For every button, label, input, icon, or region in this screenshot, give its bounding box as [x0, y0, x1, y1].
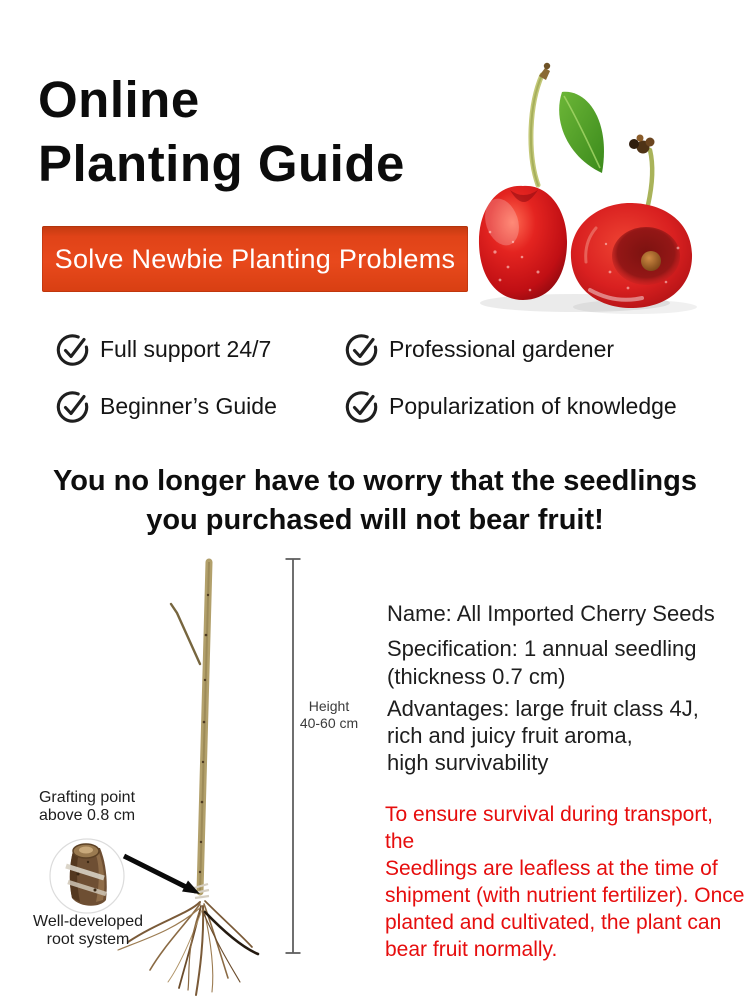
grafting-point-label [16, 789, 158, 824]
subtitle-banner-label: Solve Newbie Planting Problems [54, 243, 456, 274]
note-line-5: bear fruit normally. [385, 938, 558, 961]
feature-item-professional-gardener [344, 331, 614, 367]
check-circle-icon [344, 331, 380, 367]
check-circle-icon [344, 388, 380, 424]
note-line-2: Seedlings are leafless at the time of [385, 857, 718, 880]
root-label-line-2: root system [46, 930, 130, 948]
height-measurement-line [286, 559, 301, 953]
cherry-pit [641, 251, 661, 271]
note-line-1: To ensure survival during transport, the [385, 803, 713, 853]
product-advantages [387, 695, 737, 776]
height-label-line-1: Height [308, 698, 350, 714]
subtitle-banner [42, 226, 468, 292]
grafting-label-line-1: Grafting point [38, 789, 136, 806]
spec-line-2: (thickness 0.7 cm) [387, 664, 566, 689]
advantages-line-1: Advantages: large fruit class 4J, [387, 696, 699, 721]
cherry-bud-tip [544, 63, 550, 69]
page-title [38, 68, 405, 196]
root-label-line-1: Well-developed [33, 913, 143, 930]
note-line-3: shipment (with nutrient fertilizer). Once [385, 884, 745, 907]
grafting-label-line-2: above 0.8 cm [38, 806, 136, 824]
product-name: Name: All Imported Cherry Seeds [387, 601, 715, 626]
page-title-line-1: Online [38, 71, 200, 128]
feature-item-beginners-guide [55, 388, 277, 424]
seedling-branch [171, 604, 200, 664]
note-line-4: planted and cultivated, the plant can [385, 911, 722, 934]
shipping-note [385, 801, 745, 963]
graft-inset [50, 839, 124, 913]
check-circle-icon [55, 331, 91, 367]
page-title-line-2: Planting Guide [38, 135, 405, 192]
graft-arrow [124, 856, 200, 894]
root-system-label [12, 913, 164, 948]
headline-line-1: You no longer have to worry that the seedlings [53, 465, 697, 497]
cherries-image [450, 52, 730, 317]
half-cherry-stem [648, 150, 652, 205]
headline [0, 462, 750, 540]
advantages-line-3: high survivability [387, 750, 549, 775]
advantages-line-2: rich and juicy fruit aroma, [387, 723, 633, 748]
spec-line-1: Specification: 1 annual seedling [387, 636, 697, 661]
feature-item-popularization [344, 388, 677, 424]
feature-item-full-support [55, 331, 271, 367]
feature-label: Beginner’s Guide [100, 392, 277, 419]
check-circle-icon [55, 388, 91, 424]
feature-label: Professional gardener [389, 335, 615, 362]
product-specification [387, 635, 737, 691]
feature-label: Popularization of knowledge [389, 392, 677, 419]
feature-label: Full support 24/7 [100, 335, 272, 362]
height-label-line-2: 40-60 cm [299, 714, 359, 731]
headline-line-2: you purchased will not bear fruit! [146, 504, 604, 536]
height-label [294, 698, 364, 731]
